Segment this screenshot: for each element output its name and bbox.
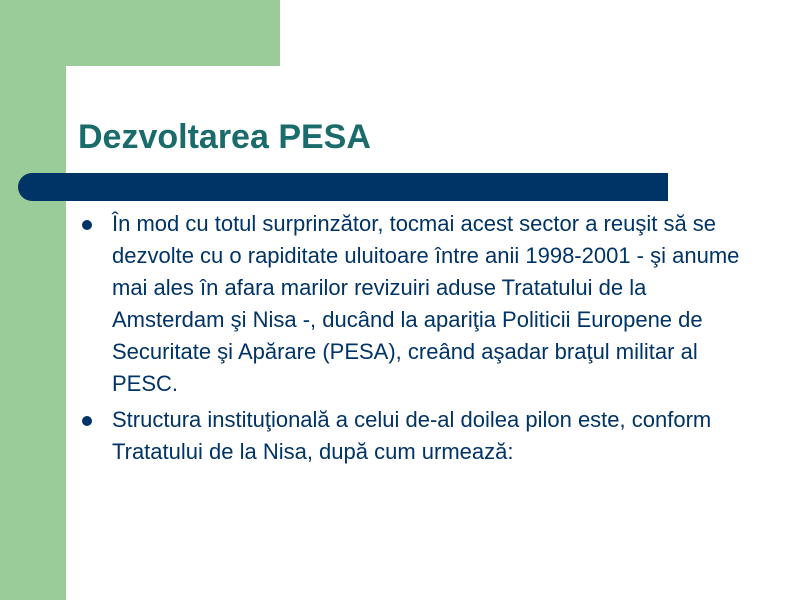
slide-title: Dezvoltarea PESA [78,118,371,156]
bullet-dot-icon [82,416,92,426]
title-underline-bar [18,173,668,201]
bullet-dot-icon [82,220,92,230]
bullet-item-2 [80,404,760,468]
bullet-text-1: În mod cu totul surprinzător, tocmai acest sector a reuşit să se dezvolte cu o rapiditate uluitoare între anii 1998-2001 - şi anume mai ales în afara marilor revizuiri aduse Tratatului de la Amsterdam şi Nisa -, ducând la apariţia Politicii Europene de Securitate şi Apărare (PESA), creând aşadar braţul militar al PESC. [112,211,740,396]
decorative-green-bar-left [0,0,66,600]
bullet-item-1 [80,208,760,400]
bullet-list [80,208,760,472]
bullet-text-2: Structura instituţională a celui de-al doilea pilon este, conform Tratatului de la Nisa, după cum urmează: [112,407,712,464]
